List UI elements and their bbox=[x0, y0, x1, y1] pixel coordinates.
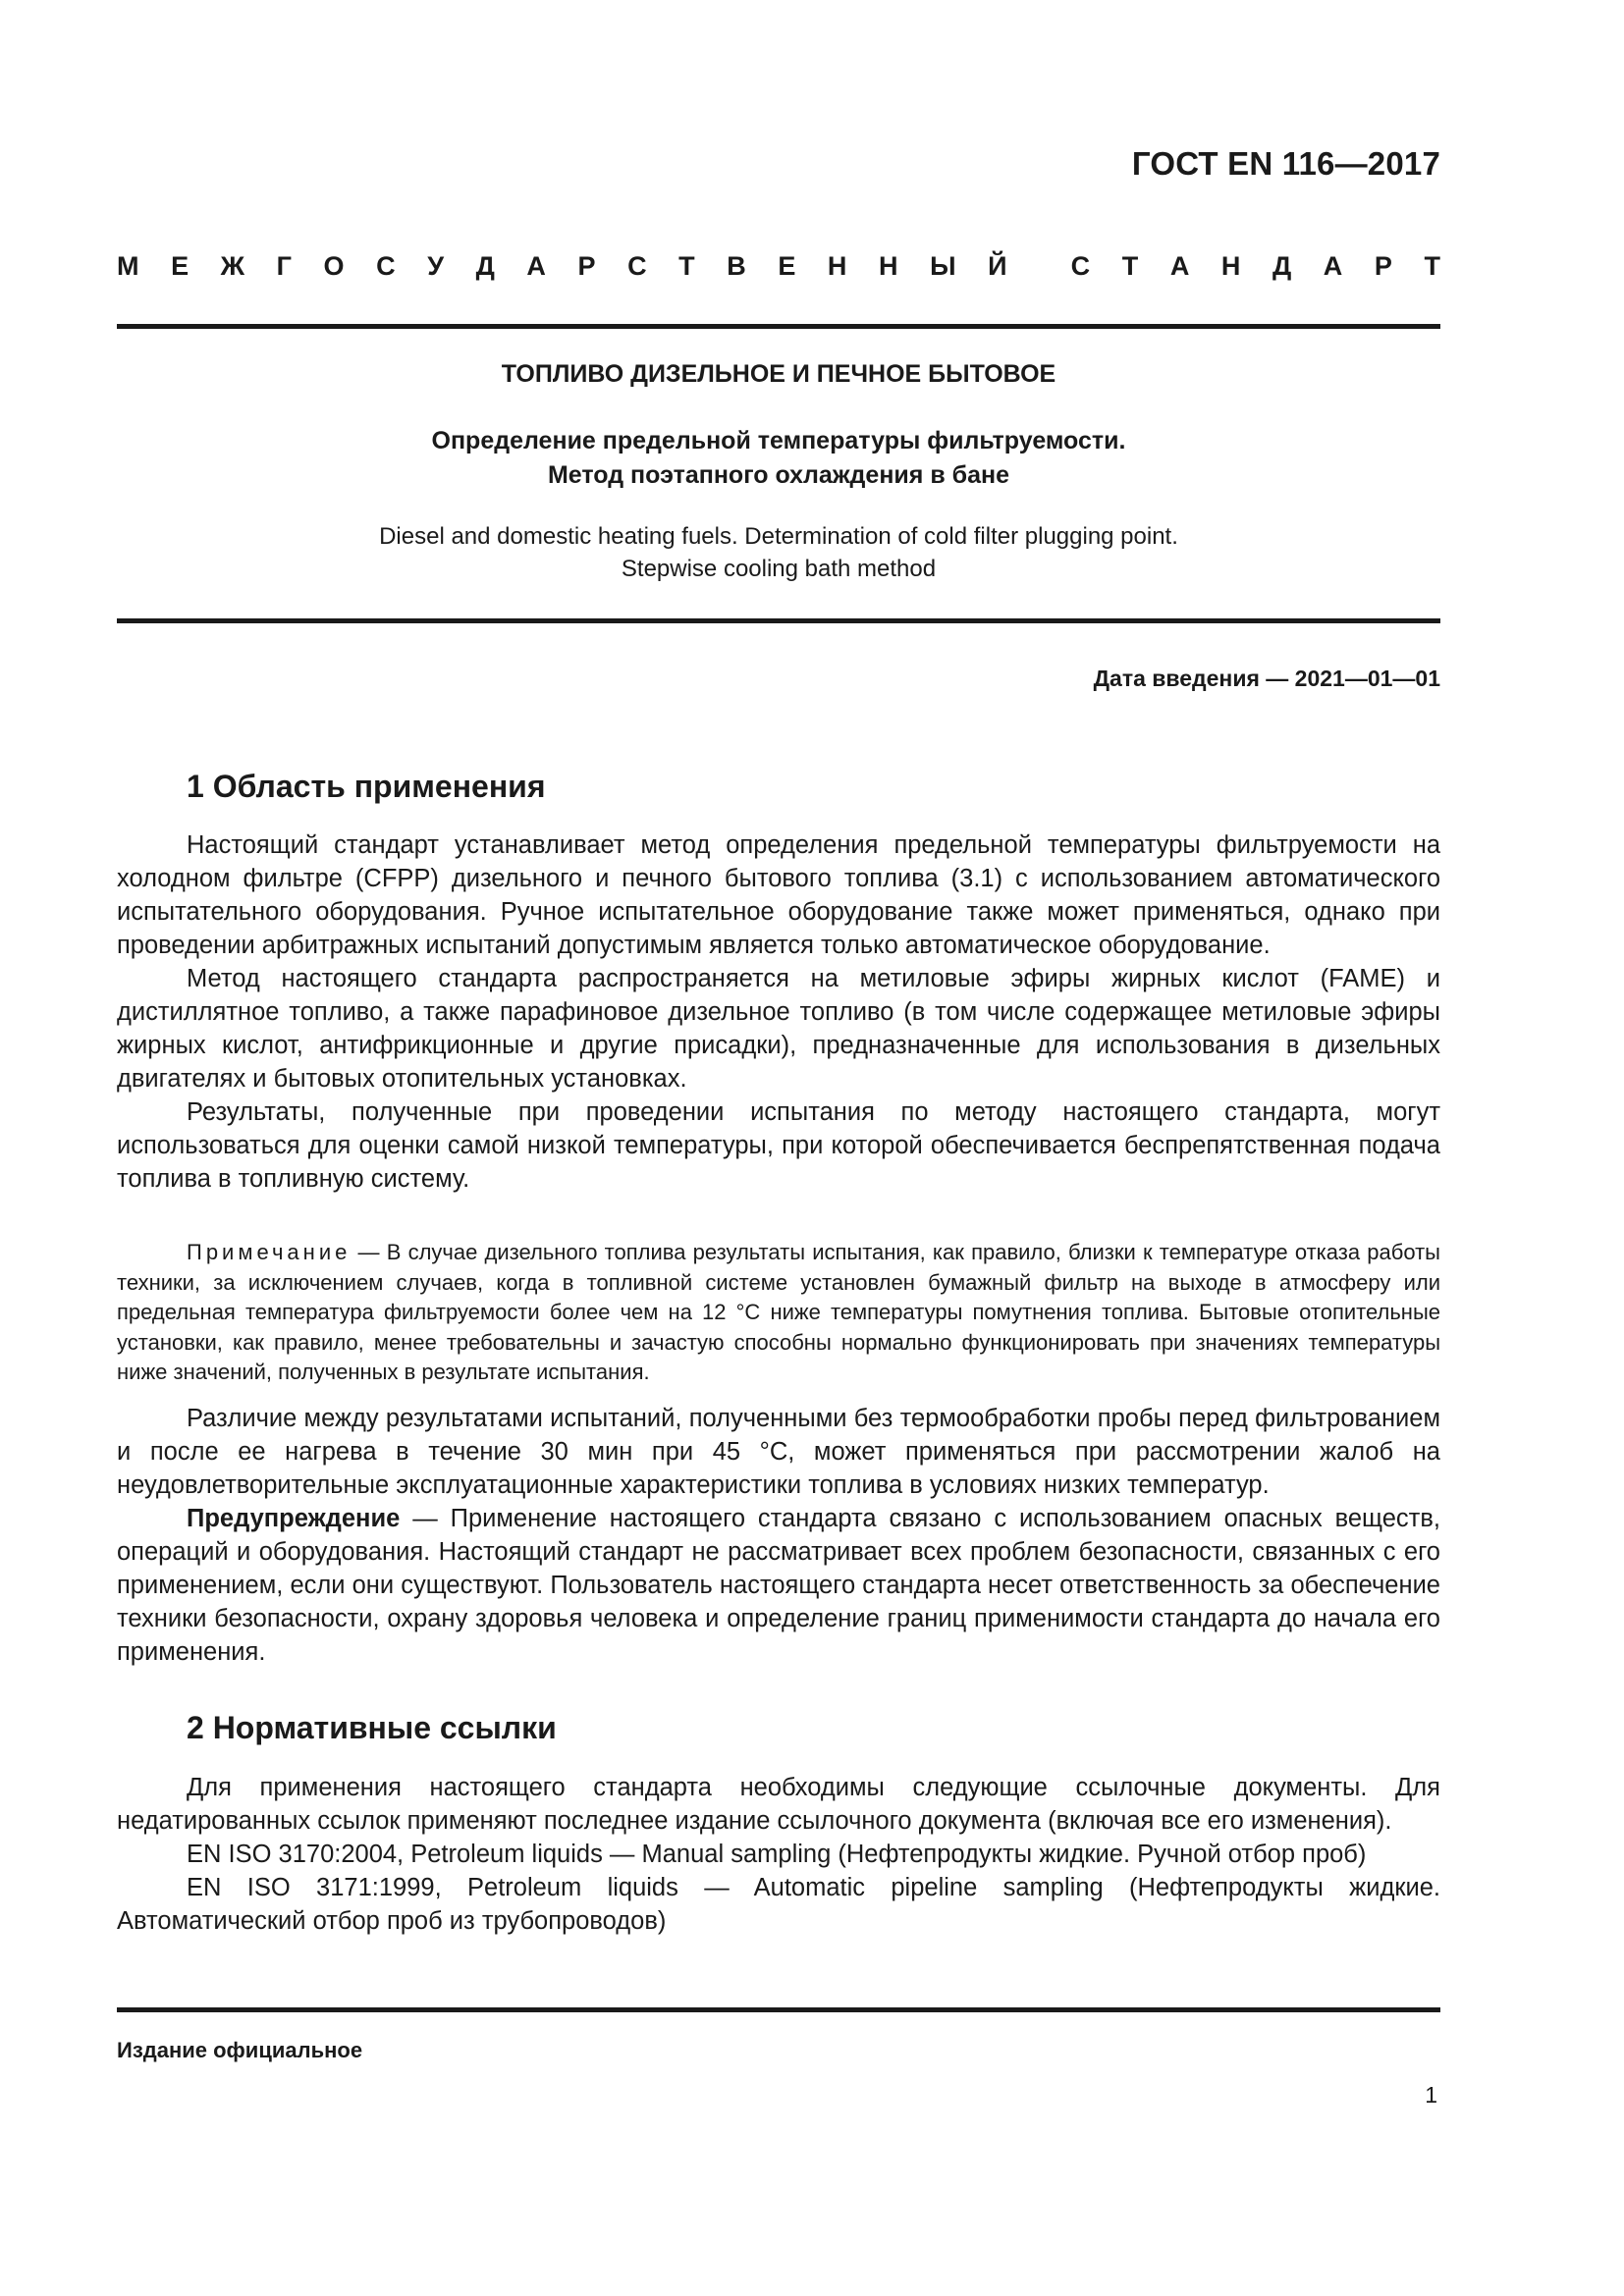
banner-letter: А bbox=[1169, 251, 1190, 281]
document-title: ТОПЛИВО ДИЗЕЛЬНОЕ И ПЕЧНОЕ БЫТОВОЕ bbox=[501, 360, 1056, 388]
reference-item: EN ISO 3170:2004, Petroleum liquids — Manual sampling (Нефтепродукты жидкие. Ручной отбор проб) bbox=[187, 1841, 1367, 1868]
paragraph: Для применения настоящего стандарта необходимы следующие ссылочные документы. Для недатированных ссылок применяют последнее издание ссылочного документа (включая все его изменения). bbox=[117, 1774, 1440, 1835]
paragraph: Различие между результатами испытаний, полученными без термообработки пробы перед фильтрованием и после ее нагрева в течение 30 мин при 45 °С, может применяться при рассмотрении жалоб на неудовлетворительные эксплуатационные характеристики топлива в условиях низких температур. bbox=[117, 1405, 1440, 1499]
banner-letter: А bbox=[526, 251, 546, 281]
banner-letter: В bbox=[727, 251, 746, 281]
title-divider bbox=[117, 618, 1440, 623]
interstate-standard-banner bbox=[117, 251, 1440, 282]
warning-label: Предупреждение bbox=[187, 1505, 401, 1532]
section-2-body bbox=[117, 1771, 1440, 1938]
english-title-line: Diesel and domestic heating fuels. Determination of cold filter plugging point. bbox=[379, 523, 1178, 550]
banner-letter: М bbox=[117, 251, 139, 281]
official-edition-label: Издание официальное bbox=[117, 2038, 363, 2062]
banner-letter: Г bbox=[276, 251, 292, 281]
section-1-heading: 1 Область применения bbox=[187, 769, 546, 804]
paragraph: Результаты, полученные при проведении испытания по методу настоящего стандарта, могут использоваться для оценки самой низкой температуры, при которой обеспечивается беспрепятственная подача топлива в топливную систему. bbox=[117, 1098, 1440, 1193]
banner-letter: Д bbox=[1272, 251, 1292, 281]
banner-letter: Е bbox=[171, 251, 189, 281]
subtitle-line: Метод поэтапного охлаждения в бане bbox=[547, 461, 1009, 489]
banner-letter: С bbox=[627, 251, 647, 281]
document-subtitle bbox=[117, 424, 1440, 493]
section-1-body bbox=[117, 828, 1440, 1196]
banner-letter: У bbox=[427, 251, 445, 281]
banner-letter: Ж bbox=[220, 251, 245, 281]
reference-item: EN ISO 3171:1999, Petroleum liquids — Automatic pipeline sampling (Нефтепродукты жидкие. Автоматический отбор проб из трубопроводов) bbox=[117, 1874, 1440, 1935]
banner-letter: Р bbox=[1374, 251, 1392, 281]
paragraph: Настоящий стандарт устанавливает метод определения предельной температуры фильтруемости на холодном фильтре (CFPP) дизельного и печного бытового топлива (3.1) с использованием автоматического испытательного оборудования. Ручное испытательное оборудование также может применяться, однако при проведении арбитражных испытаний допустимым является только автоматическое оборудование. bbox=[117, 831, 1440, 959]
warning-text: — Применение настоящего стандарта связано с использованием опасных веществ, операций и оборудования. Настоящий стандарт не рассматривает всех проблем безопасности, связанных с его применением, если они существуют. Пользователь настоящего стандарта несет ответственность за обеспечение техники безопасности, охрану здоровья человека и определение границ применимости стандарта до начала его применения. bbox=[117, 1505, 1440, 1666]
banner-letter: С bbox=[376, 251, 396, 281]
footer-divider bbox=[117, 2007, 1440, 2012]
banner-letter: Р bbox=[577, 251, 596, 281]
note bbox=[117, 1238, 1440, 1388]
subtitle-line: Определение предельной температуры фильтруемости. bbox=[431, 427, 1126, 454]
section-1-body-continued bbox=[117, 1402, 1440, 1669]
banner-letter: Е bbox=[778, 251, 796, 281]
banner-letter: Д bbox=[475, 251, 495, 281]
banner-letter: О bbox=[323, 251, 345, 281]
note-label: Примечание bbox=[187, 1240, 352, 1264]
banner-letter: Т bbox=[1121, 251, 1139, 281]
banner-letter: Н bbox=[879, 251, 898, 281]
page-number: 1 bbox=[1425, 2082, 1437, 2108]
banner-letter: Ы bbox=[930, 251, 956, 281]
english-title bbox=[117, 520, 1440, 585]
introduction-date: Дата введения — 2021—01—01 bbox=[1093, 666, 1440, 691]
banner-letter: Н bbox=[1220, 251, 1241, 281]
section-2-heading: 2 Нормативные ссылки bbox=[187, 1710, 557, 1745]
note-text: — В случае дизельного топлива результаты испытания, как правило, близки к температуре отказа работы техники, за исключением случаев, когда в топливной системе установлен бумажный фильтр на выходе в атмосферу или предельная температура фильтруемости более чем на 12 °С ниже температуры помутнения топлива. Бытовые отопительные установки, как правило, менее требовательны и зачастую способны нормально функционировать при значениях температуры ниже значений, полученных в результате испытания. bbox=[117, 1240, 1440, 1384]
top-divider bbox=[117, 324, 1440, 329]
standard-code: ГОСТ EN 116—2017 bbox=[1131, 145, 1440, 182]
paragraph: Метод настоящего стандарта распространяется на метиловые эфиры жирных кислот (FAME) и дистиллятное топливо, а также парафиновое дизельное топливо (в том числе содержащее метиловые эфиры жирных кислот, антифрикционные и другие присадки), предназначенные для использования в дизельных двигателях и бытовых отопительных установках. bbox=[117, 965, 1440, 1093]
warning-paragraph bbox=[117, 1502, 1440, 1669]
banner-letter: Й bbox=[988, 251, 1007, 281]
banner-letter: А bbox=[1323, 251, 1343, 281]
banner-letter: Т bbox=[678, 251, 695, 281]
banner-letter: Т bbox=[1424, 251, 1440, 281]
banner-letter: С bbox=[1070, 251, 1091, 281]
english-title-line: Stepwise cooling bath method bbox=[621, 556, 937, 582]
banner-letter: Н bbox=[827, 251, 847, 281]
